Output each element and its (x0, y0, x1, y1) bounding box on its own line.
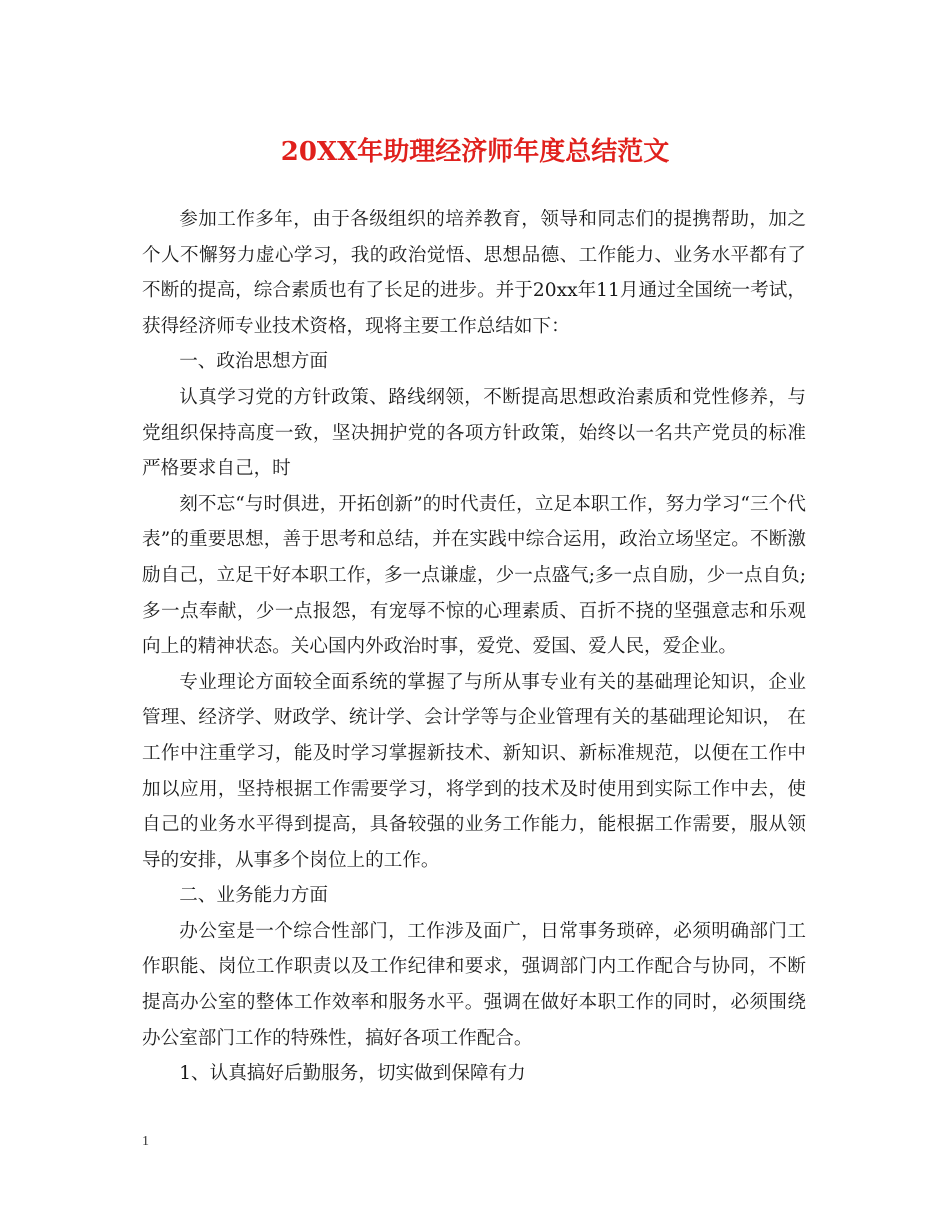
paragraph-office: 办公室是一个综合性部门，工作涉及面广，日常事务琐碎，必须明确部门工作职能、岗位工作职责以及工作纪律和要求，强调部门内工作配合与协同，不断提高办公室的整体工作效率和服务水平。强调在做好本职工作的同时，必须围绕办公室部门工作的特殊性，搞好各项工作配合。 (142, 920, 806, 1049)
subheading-logistics: 1、认真搞好后勤服务，切实做到保障有力 (179, 1063, 526, 1085)
section-heading-political: 一、政治思想方面 (179, 351, 328, 373)
paragraph-political-2: 刻不忘“与时俱进，开拓创新”的时代责任，立足本职工作，努力学习“三个代表”的重要思想，善于思考和总结，并在实践中综合运用，政治立场坚定。不断激励自己，立足干好本职工作，多一点谦虚，少一点盛气;多一点自励，少一点自负;多一点奉献，少一点报怨，有宠辱不惊的心理素质、百折不挠的坚强意志和乐观向上的精神状态。关心国内外政治时事，爱党、爱国、爱人民，爱企业。 (142, 493, 806, 658)
paragraph-political-1: 认真学习党的方针政策、路线纲领，不断提高思想政治素质和党性修养，与党组织保持高度一致，坚决拥护党的各项方针政策，始终以一名共产党员的标准严格要求自己，时 (142, 386, 806, 480)
document-title: 20XX年助理经济师年度总结范文 (280, 137, 670, 167)
document-body (142, 202, 806, 1092)
paragraph-intro: 参加工作多年，由于各级组织的培养教育，领导和同志们的提携帮助，加之个人不懈努力虚心学习，我的政治觉悟、思想品德、工作能力、业务水平都有了不断的提高，综合素质也有了长足的进步。并于20xx年11月通过全国统一考试，获得经济师专业技术资格，现将主要工作总结如下： (142, 209, 806, 337)
paragraph-theory: 专业理论方面较全面系统的掌握了与所从事专业有关的基础理论知识，企业管理、经济学、财政学、统计学、会计学等与企业管理有关的基础理论知识， 在工作中注重学习，能及时学习掌握新技术、新知识、新标准规范，以便在工作中加以应用，坚持根据工作需要学习，将学到的技术及时使用到实际工作中去，使自己的业务水平得到提高，具备较强的业务工作能力，能根据工作需要，服从领导的安排，从事多个岗位上的工作。 (142, 671, 806, 871)
page-number: 1 (142, 1134, 149, 1149)
section-heading-business: 二、业务能力方面 (179, 885, 328, 907)
